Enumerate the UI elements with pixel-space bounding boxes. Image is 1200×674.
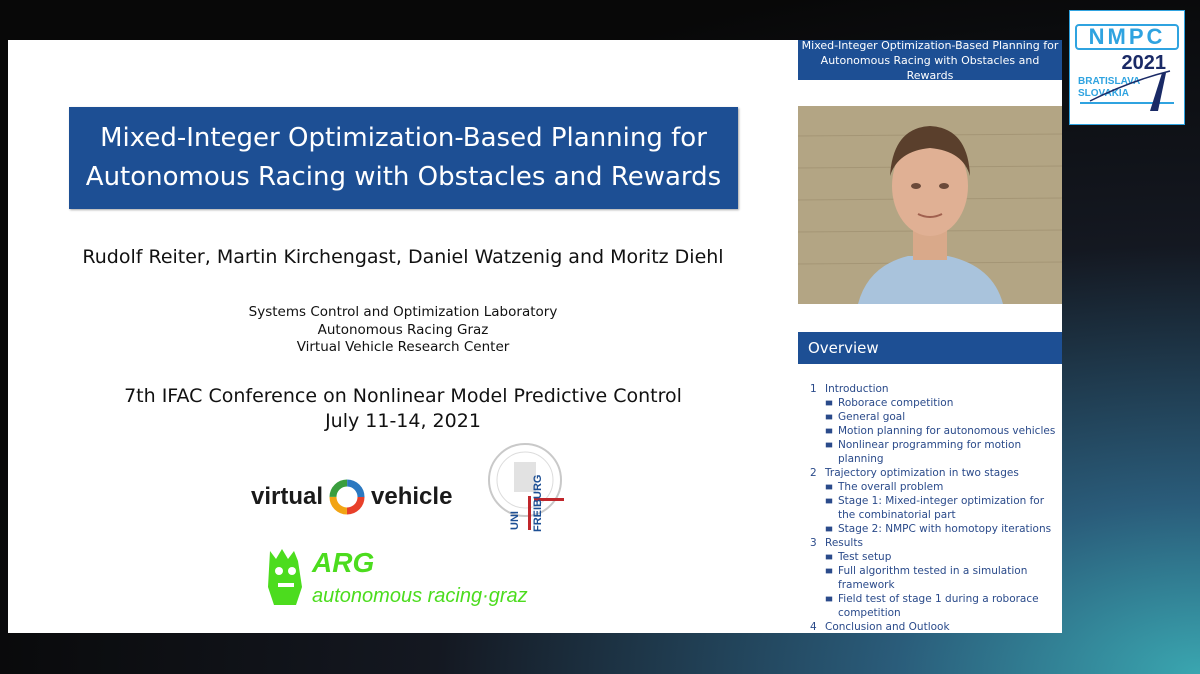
square-bullet-icon <box>826 485 832 490</box>
arg-mascot-icon <box>264 547 308 607</box>
outline-section[interactable] <box>810 382 1060 396</box>
outline-list <box>810 382 1060 634</box>
vv-ring-icon <box>329 479 365 515</box>
outline-section[interactable] <box>810 536 1060 550</box>
outline-section-number: 1 <box>810 383 817 395</box>
authors: Rudolf Reiter, Martin Kirchengast, Daniel Watzenig and Moritz Diehl <box>82 246 724 268</box>
side-panel <box>798 40 1062 633</box>
outline-section-number: 3 <box>810 537 817 549</box>
svg-text:UNI: UNI <box>509 511 521 530</box>
conference-name: 7th IFAC Conference on Nonlinear Model Predictive Control <box>124 385 682 407</box>
outline-subsection[interactable] <box>810 438 1060 466</box>
nmpc-city: BRATISLAVA <box>1078 76 1141 87</box>
nmpc-year: 2021 <box>1121 52 1166 74</box>
outline-subsection[interactable] <box>810 410 1060 424</box>
outline-subsection-title: General goal <box>838 411 906 423</box>
logo-virtual-text: virtual <box>251 483 324 510</box>
outline-subsection[interactable] <box>810 396 1060 410</box>
square-bullet-icon <box>826 597 832 602</box>
outline-subsection-title: Motion planning for autonomous vehicles <box>838 425 1056 437</box>
presentation-slide <box>8 40 798 633</box>
affiliation: Autonomous Racing Graz <box>317 321 489 338</box>
virtual-vehicle-logo <box>251 478 452 516</box>
square-bullet-icon <box>826 401 832 406</box>
outline-subsection[interactable] <box>810 424 1060 438</box>
arg-logo <box>264 545 544 615</box>
outline-subsection[interactable] <box>810 522 1060 536</box>
square-bullet-icon <box>826 499 832 504</box>
outline-section-number: 4 <box>810 621 817 633</box>
arg-logo-subtext: autonomous racing·graz <box>312 585 528 607</box>
affiliations <box>8 304 798 357</box>
outline-section[interactable] <box>810 620 1060 634</box>
outline-subsection-title: Test setup <box>838 551 892 563</box>
outline-subsection[interactable] <box>810 592 1060 620</box>
outline-subsection[interactable] <box>810 494 1060 522</box>
affiliation: Virtual Vehicle Research Center <box>296 339 510 355</box>
outline-section-title: Introduction <box>825 383 889 395</box>
panel-header <box>798 40 1062 80</box>
square-bullet-icon <box>826 569 832 574</box>
speaker-video <box>798 106 1062 304</box>
panel-header-line1: Mixed-Integer Optimization-Based Planning for <box>801 38 1059 52</box>
nmpc-text: NMPC <box>1088 24 1166 49</box>
conference-info <box>8 384 798 434</box>
slide-title <box>69 107 738 209</box>
speaker-figure <box>798 106 1062 304</box>
conference-date: July 11-14, 2021 <box>325 410 481 432</box>
square-bullet-icon <box>826 415 832 420</box>
outline-subsection-title: Stage 2: NMPC with homotopy iterations <box>838 523 1052 535</box>
square-bullet-icon <box>826 527 832 532</box>
outline-section[interactable] <box>810 466 1060 480</box>
outline-section-number: 2 <box>810 467 817 479</box>
outline-subsection-title: The overall problem <box>838 481 944 493</box>
affiliation: Systems Control and Optimization Laboratory <box>248 304 558 320</box>
outline-subsection[interactable] <box>810 564 1060 592</box>
arg-logo-text: ARG <box>312 547 375 578</box>
slide-title-line2: Autonomous Racing with Obstacles and Rewards <box>85 162 722 192</box>
outline-subsection-title: Roborace competition <box>838 397 954 409</box>
nmpc-badge <box>1069 10 1185 125</box>
nmpc-country: SLOVAKIA <box>1078 88 1129 99</box>
logo-vehicle-text: vehicle <box>371 483 453 510</box>
square-bullet-icon <box>826 443 832 448</box>
outline-section-title: Results <box>825 537 863 549</box>
slide-title-line1: Mixed-Integer Optimization-Based Planning for <box>100 123 707 153</box>
nmpc-logo <box>1070 11 1184 124</box>
overview-header: Overview <box>798 332 1062 364</box>
outline-section-title: Conclusion and Outlook <box>825 621 950 633</box>
outline-subsection[interactable] <box>810 480 1060 494</box>
panel-header-line2: Autonomous Racing with Obstacles and Rewards <box>820 53 1040 82</box>
outline-subsection-title: Stage 1: Mixed-integer optimization for the combinatorial part <box>838 495 1045 521</box>
outline-subsection-title: Full algorithm tested in a simulation framework <box>838 565 1028 591</box>
uni-freiburg-logo <box>488 440 568 532</box>
square-bullet-icon <box>826 555 832 560</box>
outline-section-title: Trajectory optimization in two stages <box>825 467 1019 479</box>
outline-subsection[interactable] <box>810 550 1060 564</box>
outline-subsection-title: Nonlinear programming for motion planning <box>838 439 1022 465</box>
outline-subsection-title: Field test of stage 1 during a roborace competition <box>838 593 1039 619</box>
svg-text:FREIBURG: FREIBURG <box>532 474 544 532</box>
square-bullet-icon <box>826 429 832 434</box>
